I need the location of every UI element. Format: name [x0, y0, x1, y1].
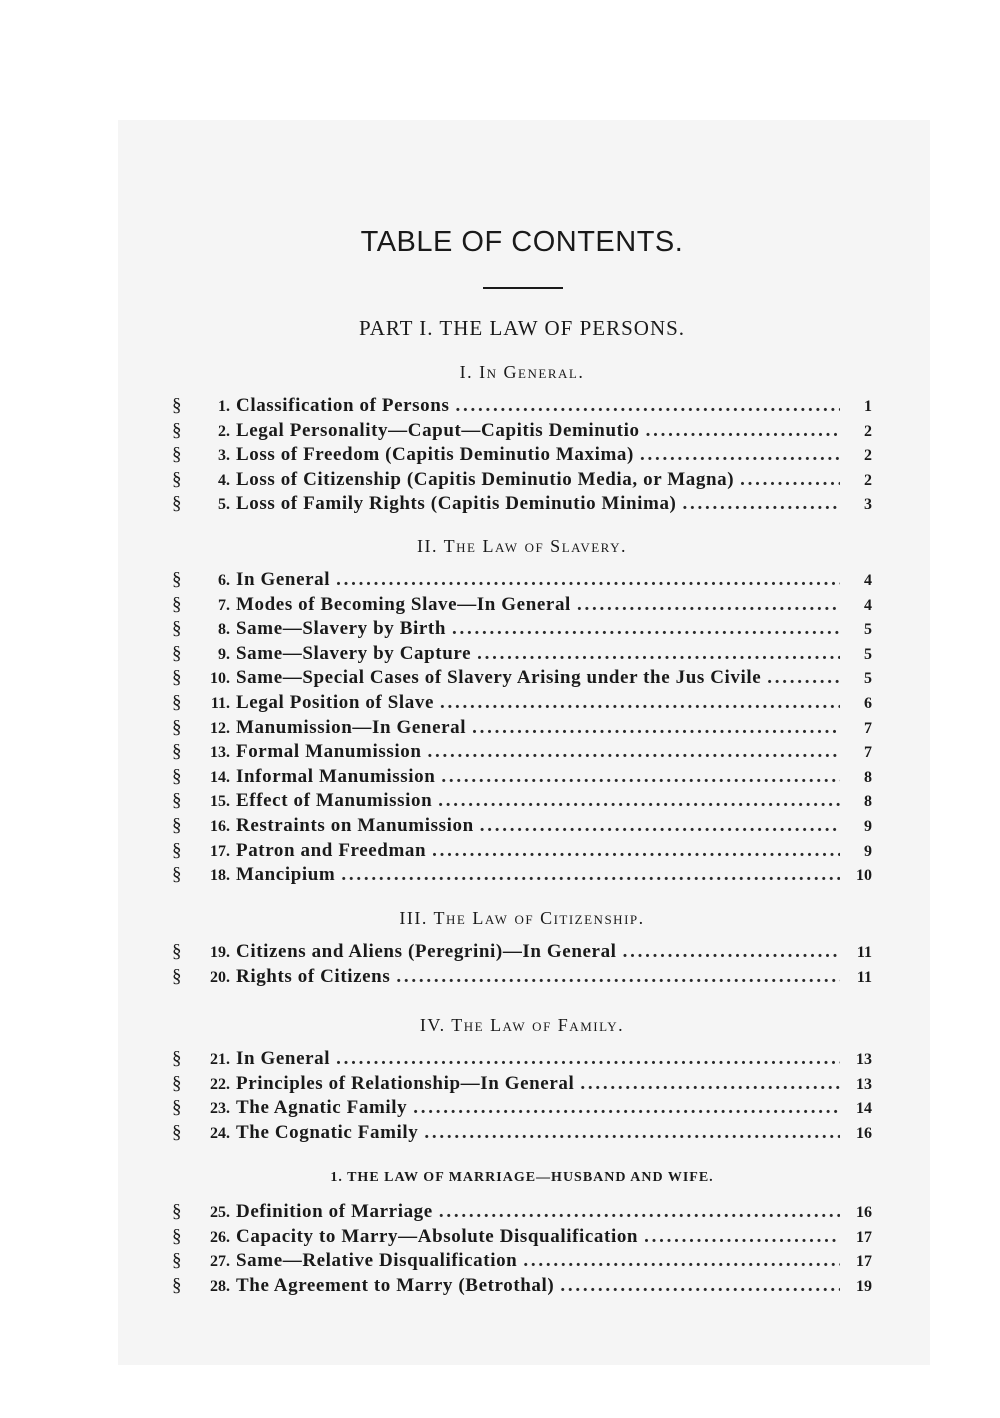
entry-number: 13.: [210, 744, 230, 762]
section-symbol: §: [172, 741, 182, 763]
dot-leader: [428, 740, 840, 765]
entry-number: 10.: [210, 670, 230, 688]
toc-entry: [172, 1249, 872, 1274]
section-symbol: §: [172, 1121, 182, 1143]
section-heading: 1. THE LAW OF MARRIAGE—HUSBAND AND WIFE.: [330, 1170, 714, 1185]
page-number: 7: [864, 719, 872, 737]
dot-leader: [438, 789, 840, 814]
entry-title: Modes of Becoming Slave—In General: [236, 593, 571, 615]
section-symbol: §: [172, 1201, 182, 1222]
entry-number: 17.: [210, 842, 230, 860]
entry-title: Same—Relative Disqualification: [236, 1250, 518, 1272]
section-symbol: §: [172, 1225, 182, 1247]
section-symbol: §: [172, 1274, 182, 1296]
toc-entry: [172, 814, 872, 839]
toc-entry: [172, 716, 872, 741]
entry-title: The Agreement to Marry (Betrothal): [236, 1274, 555, 1296]
page-number: 6: [864, 694, 872, 712]
dot-leader: [336, 568, 840, 593]
dot-leader: [646, 419, 840, 444]
page-number: 9: [864, 817, 872, 835]
page-number: 9: [864, 842, 872, 860]
entry-number: 2.: [218, 422, 230, 440]
page-number: 2: [864, 447, 872, 465]
page-number: 11: [856, 968, 872, 986]
section-symbol: §: [172, 965, 182, 987]
entry-title: Loss of Citizenship (Capitis Deminutio Media, or Magna): [236, 468, 735, 490]
entry-title: The Agnatic Family: [236, 1097, 408, 1119]
toc-entry: [172, 468, 872, 493]
entry-number: 23.: [210, 1100, 230, 1118]
toc-entry: [172, 492, 872, 517]
entry-number: 24.: [210, 1124, 230, 1142]
dot-leader: [472, 716, 840, 741]
dot-leader: [396, 965, 840, 990]
section-symbol: §: [172, 444, 182, 466]
entry-list: [172, 568, 872, 888]
toc-entry: [172, 1225, 872, 1250]
entry-number: 18.: [210, 867, 230, 885]
dot-leader: [341, 863, 840, 888]
entry-title: Manumission—In General: [236, 716, 467, 738]
dot-leader: [455, 394, 840, 419]
section-symbol: §: [172, 941, 182, 962]
entry-number: 11.: [210, 694, 230, 712]
entry-list: [172, 940, 872, 989]
entry-title: Patron and Freedman: [236, 839, 427, 861]
page-number: 5: [864, 670, 872, 688]
entry-title: Legal Personality—Caput—Capitis Deminutio: [236, 419, 640, 441]
dot-leader: [523, 1249, 840, 1274]
dot-leader: [623, 940, 840, 965]
entry-number: 9.: [218, 645, 230, 663]
title-divider: [483, 287, 563, 289]
section-symbol: §: [172, 1072, 182, 1094]
entry-title: Same—Slavery by Birth: [236, 618, 446, 640]
entry-number: 20.: [210, 968, 230, 986]
entry-title: Rights of Citizens: [236, 965, 391, 987]
section-heading: II. The Law of Slavery.: [416, 536, 628, 556]
page-number: 13: [856, 1075, 872, 1093]
section-symbol: §: [172, 716, 182, 738]
entry-title: Loss of Freedom (Capitis Deminutio Maxima): [236, 444, 634, 466]
entry-title: In General: [236, 569, 331, 590]
entry-number: 22.: [210, 1075, 230, 1093]
section-heading: I. In General.: [459, 362, 585, 382]
page-number: 19: [856, 1277, 872, 1295]
toc-section: [172, 1013, 872, 1145]
toc-entry: [172, 691, 872, 716]
entry-number: 16.: [210, 817, 230, 835]
section-symbol: §: [172, 468, 182, 490]
page-number: 11: [856, 944, 872, 961]
entry-title: Informal Manumission: [236, 765, 436, 787]
toc-entry: [172, 1047, 872, 1072]
entry-list: [172, 1200, 872, 1298]
entry-number: 8.: [218, 621, 230, 639]
section-symbol: §: [172, 618, 182, 640]
part-heading: PART I. THE LAW OF PERSONS.: [358, 316, 686, 340]
section-heading: IV. The Law of Family.: [419, 1015, 625, 1035]
dot-leader: [432, 839, 840, 864]
entry-number: 5.: [218, 496, 230, 514]
page-number: 5: [864, 645, 872, 663]
entry-title: Classification of Persons: [236, 395, 450, 416]
dot-leader: [477, 642, 840, 667]
toc-entry: [172, 593, 872, 618]
page-number: 16: [856, 1124, 872, 1142]
entry-number: 15.: [210, 793, 230, 811]
entry-number: 26.: [210, 1228, 230, 1246]
entry-title: Definition of Marriage: [236, 1201, 433, 1222]
page-number: 3: [864, 496, 872, 514]
page-number: 16: [856, 1204, 872, 1221]
dot-leader: [413, 1096, 840, 1121]
dot-leader: [439, 1200, 840, 1225]
toc-entry: [172, 666, 872, 691]
dot-leader: [767, 666, 840, 691]
page-number: 7: [864, 744, 872, 762]
section-symbol: §: [172, 395, 182, 416]
page-number: 14: [856, 1100, 872, 1118]
section-symbol: §: [172, 1250, 182, 1272]
toc-entry: [172, 1096, 872, 1121]
section-symbol: §: [172, 493, 182, 515]
entry-number: 3.: [218, 447, 230, 465]
entry-title: Capacity to Marry—Absolute Disqualification: [236, 1225, 639, 1247]
entry-title: Principles of Relationship—In General: [236, 1072, 575, 1094]
entry-list: [172, 1047, 872, 1145]
entry-list: [172, 394, 872, 517]
toc-entry: [172, 740, 872, 765]
entry-title: Same—Slavery by Capture: [236, 642, 472, 664]
page-number: 1: [864, 398, 872, 415]
entry-number: 14.: [210, 768, 230, 786]
page-number: 13: [856, 1051, 872, 1068]
dot-leader: [441, 765, 840, 790]
dot-leader: [644, 1225, 840, 1250]
entry-number: 21.: [210, 1051, 230, 1068]
entry-title: In General: [236, 1048, 331, 1069]
entry-title: Restraints on Manumission: [236, 814, 474, 836]
section-symbol: §: [172, 814, 182, 836]
section-symbol: §: [172, 593, 182, 615]
toc-entry: [172, 1121, 872, 1146]
section-symbol: §: [172, 1048, 182, 1069]
entry-number: 12.: [210, 719, 230, 737]
toc-entry: [172, 394, 872, 419]
toc-section: [172, 1166, 872, 1298]
toc-entry: [172, 1274, 872, 1299]
toc-section: [172, 534, 872, 888]
toc-entry: [172, 617, 872, 642]
dot-leader: [580, 1072, 840, 1097]
page-number: 8: [864, 793, 872, 811]
page-number: 5: [864, 621, 872, 639]
section-symbol: §: [172, 642, 182, 664]
toc-entry: [172, 1072, 872, 1097]
dot-leader: [577, 593, 840, 618]
dot-leader: [452, 617, 840, 642]
entry-title: Formal Manumission: [236, 741, 422, 763]
toc-entry: [172, 765, 872, 790]
toc-entry: [172, 863, 872, 888]
toc-entry: [172, 642, 872, 667]
toc-section: [172, 906, 872, 989]
dot-leader: [480, 814, 840, 839]
entry-number: 19.: [210, 944, 230, 961]
entry-number: 7.: [218, 596, 230, 614]
section-symbol: §: [172, 790, 182, 812]
dot-leader: [740, 468, 840, 493]
page-number: 8: [864, 768, 872, 786]
entry-title: Effect of Manumission: [236, 790, 433, 812]
entry-title: The Cognatic Family: [236, 1121, 419, 1143]
entry-number: 1.: [218, 398, 230, 415]
toc-entry: [172, 1200, 872, 1225]
entry-title: Citizens and Aliens (Peregrini)—In General: [236, 941, 617, 962]
dot-leader: [682, 492, 840, 517]
entry-title: Same—Special Cases of Slavery Arising under the Jus Civile: [236, 667, 762, 689]
page-number: 10: [856, 867, 872, 885]
entry-number: 28.: [210, 1277, 230, 1295]
section-symbol: §: [172, 667, 182, 689]
section-symbol: §: [172, 569, 182, 590]
toc-entry: [172, 789, 872, 814]
dot-leader: [440, 691, 840, 716]
page-title: TABLE OF CONTENTS.: [360, 226, 684, 258]
entry-title: Mancipium: [236, 864, 336, 886]
entry-title: Loss of Family Rights (Capitis Deminutio Minima): [236, 493, 677, 515]
page-number: 17: [856, 1228, 872, 1246]
section-heading: III. The Law of Citizenship.: [399, 908, 645, 928]
toc-section: [172, 360, 872, 517]
section-symbol: §: [172, 1097, 182, 1119]
toc-entry: [172, 940, 872, 965]
page-number: 2: [864, 422, 872, 440]
entry-number: 25.: [210, 1204, 230, 1221]
entry-title: Legal Position of Slave: [236, 691, 434, 713]
dot-leader: [424, 1121, 840, 1146]
section-symbol: §: [172, 765, 182, 787]
toc-entry: [172, 568, 872, 593]
section-symbol: §: [172, 864, 182, 886]
toc-entry: [172, 839, 872, 864]
page-number: 4: [864, 572, 872, 589]
page-number: 17: [856, 1253, 872, 1271]
section-symbol: §: [172, 691, 182, 713]
entry-number: 27.: [210, 1253, 230, 1271]
dot-leader: [336, 1047, 840, 1072]
entry-number: 6.: [218, 572, 230, 589]
page-number: 2: [864, 471, 872, 489]
page-number: 4: [864, 596, 872, 614]
dot-leader: [640, 443, 840, 468]
dot-leader: [560, 1274, 840, 1299]
entry-number: 4.: [218, 471, 230, 489]
toc-entry: [172, 419, 872, 444]
toc-entry: [172, 965, 872, 990]
toc-entry: [172, 443, 872, 468]
section-symbol: §: [172, 419, 182, 441]
section-symbol: §: [172, 839, 182, 861]
